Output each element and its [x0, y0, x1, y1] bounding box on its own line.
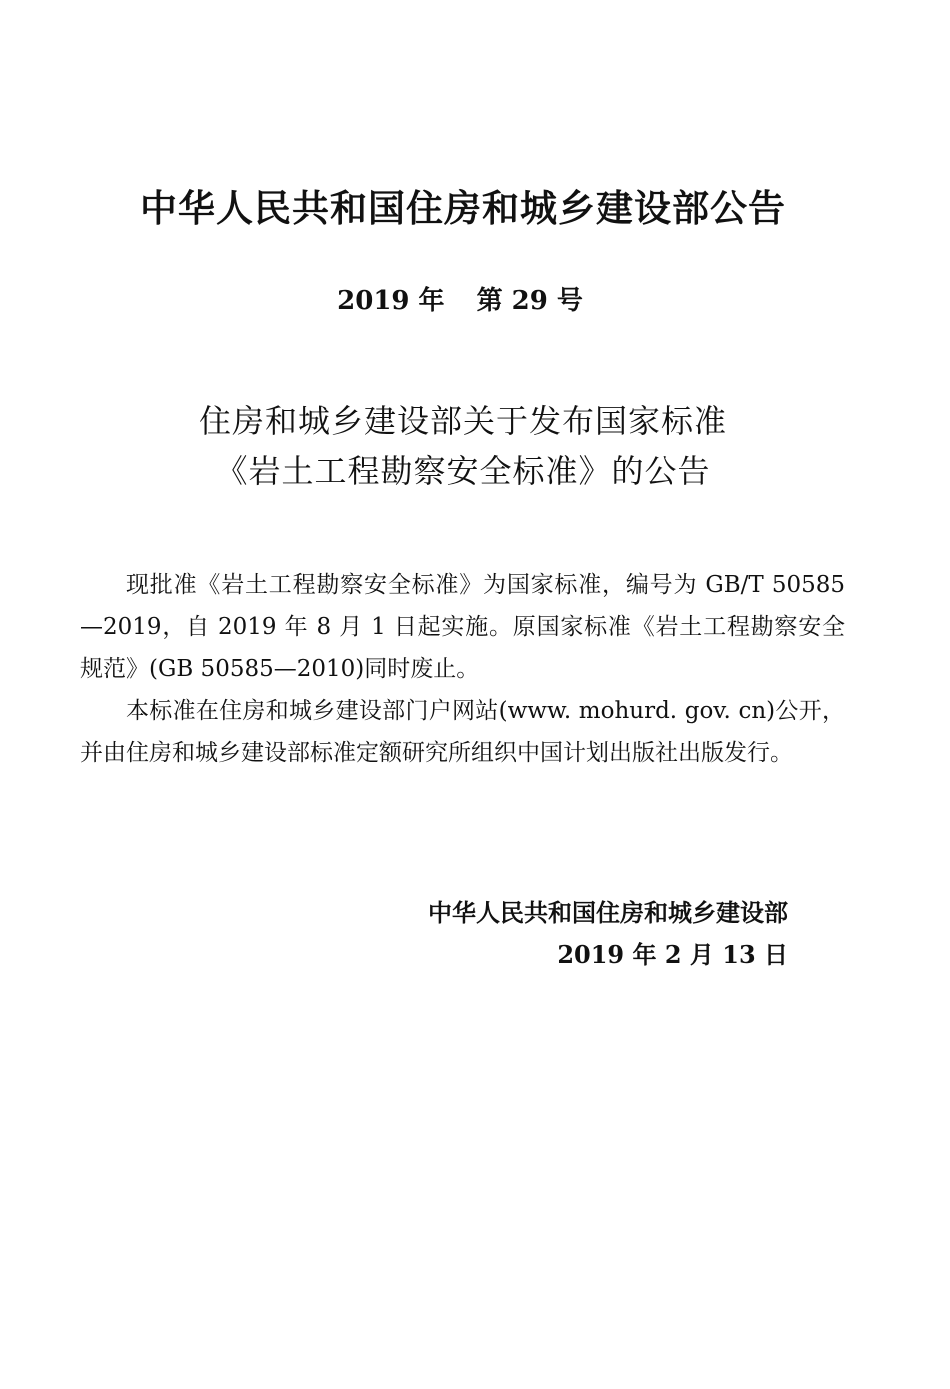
notice-title-line-1: 住房和城乡建设部关于发布国家标准	[198, 402, 727, 440]
issue-no: 第 29 号	[476, 286, 583, 316]
body-paragraph-1: 现批准《岩土工程勘察安全标准》为国家标准，编号为 GB/T 50585—2019，自 2019 年 8 月 1 日起实施。原国家标准《岩土工程勘察安全规范》(GB 50585—2010)同时废止。	[80, 572, 845, 682]
issue-date: 2019 年 2 月 13 日	[557, 940, 788, 969]
notice-title-line-2: 《岩土工程勘察安全标准》的公告	[215, 452, 711, 490]
issuer-name: 中华人民共和国住房和城乡建设部	[428, 899, 788, 927]
issue-number	[0, 280, 920, 317]
bulletin-title: 中华人民共和国住房和城乡建设部公告	[140, 187, 786, 230]
notice-body	[80, 564, 845, 774]
signature-block	[428, 892, 788, 976]
issue-year: 2019 年	[337, 286, 445, 316]
body-paragraph-2: 本标准在住房和城乡建设部门户网站(www. mohurd. gov. cn)公开，并由住房和城乡建设部标准定额研究所组织中国计划出版社出版发行。	[80, 698, 845, 766]
